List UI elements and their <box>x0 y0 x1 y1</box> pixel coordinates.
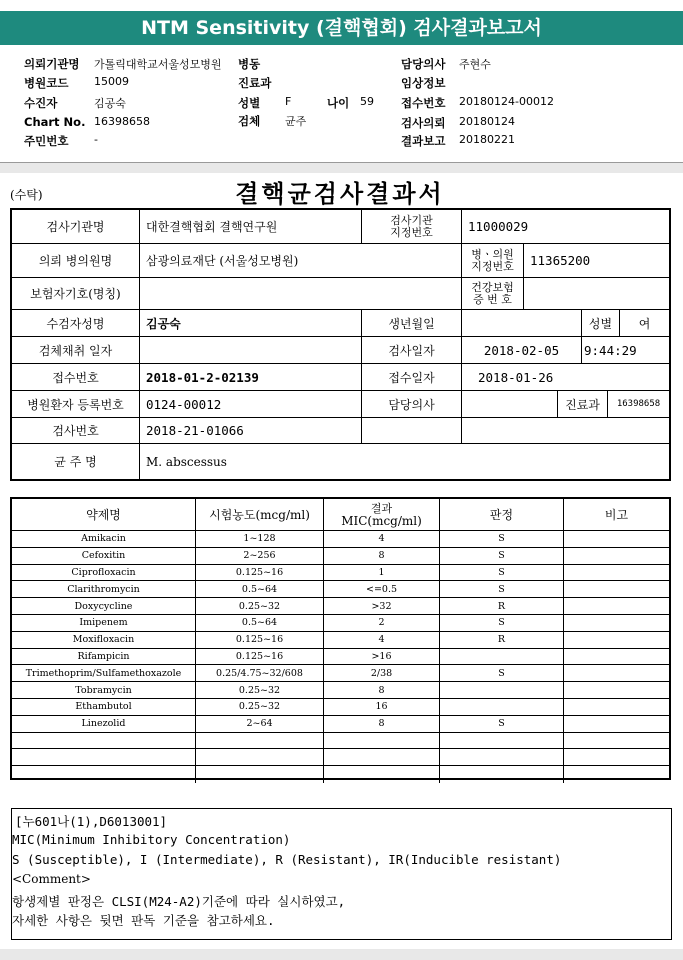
attending-value <box>462 391 558 418</box>
drug-row-interp: S <box>440 531 564 548</box>
drug-row-drug: Ethambutol <box>12 699 196 716</box>
drug-row-conc: 2~256 <box>196 548 324 565</box>
rrn-label: 주민번호 <box>24 134 69 148</box>
drug-row-drug <box>12 766 196 783</box>
blank-cell-a <box>362 418 462 444</box>
drug-row-note <box>564 531 669 548</box>
note-mic: MIC(Minimum Inhibitory Concentration) <box>12 832 291 847</box>
req-code-label-2: 지정번호 <box>471 259 514 273</box>
hospital-value: 가톨릭대학교서울성모병원 <box>94 58 222 71</box>
collect-label: 검체채취 일자 <box>12 337 140 364</box>
subject-value: 김공숙 <box>140 310 362 337</box>
reg-no-label: 병원환자 등록번호 <box>12 391 140 418</box>
drug-row-interp: S <box>440 665 564 682</box>
health-label <box>462 278 524 310</box>
drug-row-conc: 1~128 <box>196 531 324 548</box>
drug-row-drug: Moxifloxacin <box>12 632 196 649</box>
hospital-code-value: 15009 <box>94 75 129 88</box>
drug-row-drug <box>12 733 196 750</box>
drug-row-mic <box>324 749 440 766</box>
drug-row-conc: 0.25/4.75~32/608 <box>196 665 324 682</box>
drug-row-drug: Clarithromycin <box>12 581 196 598</box>
drug-row-conc: 0.125~16 <box>196 632 324 649</box>
drug-row-mic: 4 <box>324 531 440 548</box>
drug-row-interp: S <box>440 565 564 582</box>
drug-row-note <box>564 682 669 699</box>
drug-row-interp <box>440 649 564 666</box>
drug-row-conc: 0.25~32 <box>196 699 324 716</box>
insurer-value <box>140 278 462 310</box>
sex-value: F <box>285 95 292 108</box>
specimen-label: 검체 <box>238 114 261 128</box>
req-code-value: 11365200 <box>524 244 669 278</box>
report-value: 20180221 <box>459 133 515 146</box>
document-title: 결핵균검사결과서 <box>235 179 445 208</box>
drug-row-mic: >32 <box>324 598 440 615</box>
clinical-label: 임상정보 <box>401 76 446 90</box>
collect-value <box>140 337 362 364</box>
consignment-label: (수탁) <box>10 188 43 202</box>
rrn-value: - <box>94 133 98 146</box>
ward-label: 병동 <box>238 57 261 71</box>
drug-row-conc <box>196 733 324 750</box>
drug-row-drug: Ciprofloxacin <box>12 565 196 582</box>
health-label-2: 증 번 호 <box>473 292 512 306</box>
drug-row-interp <box>440 749 564 766</box>
dob-label: 생년월일 <box>362 310 462 337</box>
info-table <box>10 208 671 481</box>
footer-band <box>0 949 683 960</box>
request-value: 20180124 <box>459 115 515 128</box>
doctor-value: 주현수 <box>459 58 491 71</box>
report-label: 결과보고 <box>401 134 446 148</box>
drug-row-note <box>564 665 669 682</box>
drug-row-conc: 0.5~64 <box>196 581 324 598</box>
notes-box <box>11 808 672 940</box>
gender-label: 성별 <box>582 310 620 337</box>
drug-row-note <box>564 716 669 733</box>
drug-row-note <box>564 598 669 615</box>
drug-row-mic: 4 <box>324 632 440 649</box>
note-comment-title: <Comment> <box>12 872 91 886</box>
drug-row-mic <box>324 766 440 783</box>
test-time-value: 9:44:29 <box>582 337 669 364</box>
receipt-date-value: 2018-01-26 <box>462 364 669 391</box>
conc-header: 시험농도(mcg/ml) <box>196 499 324 531</box>
attending-label: 담당의사 <box>362 391 462 418</box>
lab-label: 검사기관명 <box>12 210 140 244</box>
reg-no-value: 0124-00012 <box>140 391 362 418</box>
drug-row-drug: Cefoxitin <box>12 548 196 565</box>
sex-label: 성별 <box>238 96 261 110</box>
drug-row-conc <box>196 766 324 783</box>
drug-row-drug: Amikacin <box>12 531 196 548</box>
patient-label: 수진자 <box>24 96 58 110</box>
drug-table <box>10 497 671 780</box>
drug-row-drug: Trimethoprim/Sulfamethoxazole <box>12 665 196 682</box>
mic-header <box>324 499 440 531</box>
doctor-label: 담당의사 <box>401 57 446 71</box>
drug-row-note <box>564 565 669 582</box>
lab-code-label-1: 검사기관 <box>390 213 433 227</box>
accession-value: 20180124-00012 <box>459 95 554 108</box>
accession-label: 접수번호 <box>401 96 446 110</box>
drug-row-conc <box>196 749 324 766</box>
request-label: 검사의뢰 <box>401 116 446 130</box>
dept-label: 진료과 <box>238 76 272 90</box>
drug-row-mic: <=0.5 <box>324 581 440 598</box>
drug-row-note <box>564 749 669 766</box>
subject-label: 수검자성명 <box>12 310 140 337</box>
age-value: 59 <box>360 95 374 108</box>
drug-row-mic <box>324 733 440 750</box>
drug-row-interp <box>440 733 564 750</box>
drug-row-conc: 2~64 <box>196 716 324 733</box>
drug-row-conc: 0.125~16 <box>196 565 324 582</box>
drug-row-mic: 1 <box>324 565 440 582</box>
drug-row-interp <box>440 682 564 699</box>
drug-row-conc: 0.25~32 <box>196 598 324 615</box>
note-legend: S (Susceptible), I (Intermediate), R (Resistant), IR(Inducible resistant) <box>12 852 562 867</box>
age-label: 나이 <box>327 96 350 110</box>
drug-row-conc: 0.25~32 <box>196 682 324 699</box>
drug-row-drug <box>12 749 196 766</box>
note-comment-2: 자세한 사항은 뒷면 판독 기준을 참고하세요. <box>12 913 275 928</box>
drug-row-mic: 8 <box>324 682 440 699</box>
drug-row-mic: 2 <box>324 615 440 632</box>
report-title: NTM Sensitivity (결핵협회) 검사결과보고서 <box>0 11 683 45</box>
drug-row-mic: 8 <box>324 548 440 565</box>
test-date-label: 검사일자 <box>362 337 462 364</box>
drug-row-drug: Tobramycin <box>12 682 196 699</box>
drug-row-note <box>564 548 669 565</box>
drug-row-mic: 2/38 <box>324 665 440 682</box>
receipt-no-value: 2018-01-2-02139 <box>140 364 362 391</box>
drug-row-interp: R <box>440 632 564 649</box>
drug-row-conc: 0.5~64 <box>196 615 324 632</box>
strain-value: M. abscessus <box>146 454 227 469</box>
note-header: 비고 <box>564 499 669 531</box>
insurer-label: 보험자기호(명칭) <box>12 278 140 310</box>
receipt-date-label: 접수일자 <box>362 364 462 391</box>
hospital-code-label: 병원코드 <box>24 76 69 90</box>
drug-row-note <box>564 632 669 649</box>
strain-label: 균 주 명 <box>12 444 140 479</box>
drug-row-drug: Linezolid <box>12 716 196 733</box>
health-value <box>524 278 669 310</box>
test-no-label: 검사번호 <box>12 418 140 444</box>
drug-row-drug: Rifampicin <box>12 649 196 666</box>
drug-header: 약제명 <box>12 499 196 531</box>
drug-row-mic: 8 <box>324 716 440 733</box>
patient-value: 김공숙 <box>94 97 126 110</box>
hospital-label: 의뢰기관명 <box>24 57 80 71</box>
mic-header-1: 결과 <box>370 501 393 515</box>
note-code: [누601나(1),D6013001] <box>15 814 168 829</box>
req-hosp-label: 의뢰 병의원명 <box>12 244 140 278</box>
drug-row-note <box>564 615 669 632</box>
note-comment-1: 항생제별 판정은 CLSI(M24-A2)기준에 따라 실시하였고, <box>12 894 346 909</box>
test-date-value: 2018-02-05 <box>462 337 582 364</box>
req-hosp-value: 삼광의료재단 (서울성모병원) <box>140 244 462 278</box>
dept-value: 16398658 <box>608 391 669 418</box>
drug-row-note <box>564 649 669 666</box>
header-band <box>0 163 683 173</box>
req-code-label <box>462 244 524 278</box>
lab-code-label-2: 지정번호 <box>390 225 433 239</box>
drug-row-interp: S <box>440 548 564 565</box>
drug-row-interp: S <box>440 615 564 632</box>
drug-row-note <box>564 733 669 750</box>
receipt-no-label: 접수번호 <box>12 364 140 391</box>
drug-row-interp <box>440 766 564 783</box>
drug-row-interp: S <box>440 716 564 733</box>
drug-row-note <box>564 766 669 783</box>
drug-row-interp <box>440 699 564 716</box>
chart-value: 16398658 <box>94 115 150 128</box>
dept-label: 진료과 <box>558 391 608 418</box>
drug-row-mic: 16 <box>324 699 440 716</box>
drug-row-mic: >16 <box>324 649 440 666</box>
drug-row-drug: Imipenem <box>12 615 196 632</box>
drug-row-note <box>564 581 669 598</box>
test-no-value: 2018-21-01066 <box>140 418 362 444</box>
gender-value: 여 <box>620 310 669 337</box>
lab-code-value: 11000029 <box>462 210 669 244</box>
specimen-value: 균주 <box>285 115 307 128</box>
drug-row-interp: S <box>440 581 564 598</box>
drug-row-note <box>564 699 669 716</box>
health-label-1: 건강보험 <box>471 280 514 294</box>
blank-cell-b <box>462 418 669 444</box>
drug-row-drug: Doxycycline <box>12 598 196 615</box>
lab-code-label <box>362 210 462 244</box>
dob-value <box>462 310 582 337</box>
interp-header: 판정 <box>440 499 564 531</box>
drug-row-conc: 0.125~16 <box>196 649 324 666</box>
chart-label: Chart No. <box>24 115 86 129</box>
lab-value: 대한결핵협회 결핵연구원 <box>140 210 362 244</box>
req-code-label-1: 병ㆍ의원 <box>471 247 514 261</box>
mic-header-2: MIC(mcg/ml) <box>341 513 422 528</box>
drug-row-interp: R <box>440 598 564 615</box>
